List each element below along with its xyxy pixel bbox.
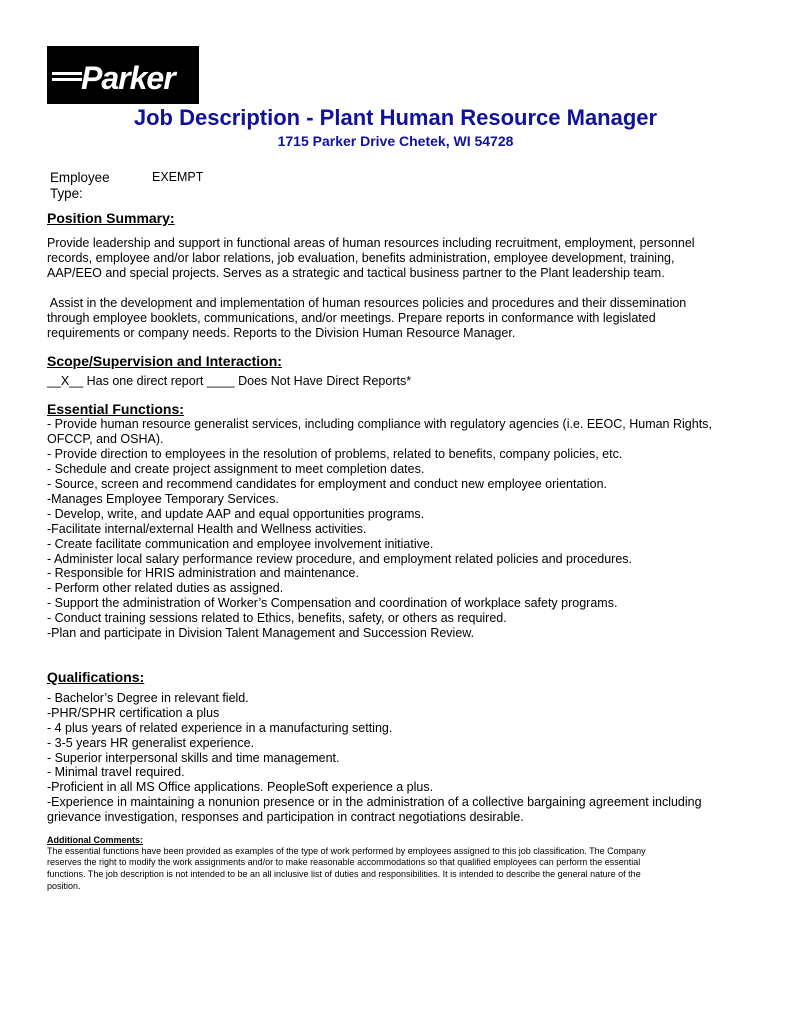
parker-logo [47, 46, 199, 104]
list-item: - Develop, write, and update AAP and equal opportunities programs. [47, 506, 425, 521]
list-item: - Provide human resource generalist services, including compliance with regulatory agencies (i.e. EEOC, Human Rights, [47, 417, 712, 432]
list-item: - Conduct training sessions related to Ethics, benefits, safety, or others as required. [47, 611, 507, 626]
qualifications-list [47, 691, 747, 825]
essential-functions-heading: Essential Functions: [47, 401, 184, 418]
list-item: - Create facilitate communication and employee involvement initiative. [47, 536, 434, 551]
list-item: - 4 plus years of related experience in a manufacturing setting. [47, 720, 393, 735]
list-item: OFCCP, and OSHA). [47, 432, 164, 447]
list-item: - Provide direction to employees in the resolution of problems, related to benefits, company policies, etc. [47, 447, 623, 462]
list-item: - 3-5 years HR generalist experience. [47, 735, 255, 750]
list-item: - Administer local salary performance review procedure, and employment related policies and procedures. [47, 551, 633, 566]
position-summary-paragraph-2: Assist in the development and implementation of human resources policies and procedures and their dissemination through employee booklets, communications, and/or meetings. Prepare reports in conformance with legislated requirements or company needs. Reports to the Division Human Resource Manager. [47, 295, 687, 340]
list-item: -Manages Employee Temporary Services. [47, 491, 279, 506]
list-item: -Experience in maintaining a nonunion presence or in the administration of a collective bargaining agreement including [47, 795, 702, 810]
scope-heading: Scope/Supervision and Interaction: [47, 353, 282, 370]
position-summary-paragraph-1: Provide leadership and support in functional areas of human resources including recruitment, employment, personnel records, employee and/or labor relations, job evaluation, benefits administration, employee development, training, AAP/EEO and special projects. Serves as a strategic and tactical business partner to the Plant leadership team. [47, 236, 695, 280]
list-item: - Support the administration of Worker’s Compensation and coordination of workplace safety programs. [47, 596, 618, 611]
additional-comments-heading: Additional Comments: [47, 835, 143, 846]
scope-text: __X__ Has one direct report ____ Does Not Have Direct Reports* [47, 374, 412, 389]
list-item: - Bachelor’s Degree in relevant field. [47, 690, 249, 705]
list-item: - Superior interpersonal skills and time management. [47, 750, 340, 765]
document-body [47, 210, 747, 893]
list-item: - Minimal travel required. [47, 765, 185, 780]
list-item: - Schedule and create project assignment to meet completion dates. [47, 462, 425, 477]
list-item: - Source, screen and recommend candidates for employment and conduct new employee orientation. [47, 476, 608, 491]
list-item: -Facilitate internal/external Health and Wellness activities. [47, 521, 367, 536]
svg-text:Parker: Parker [81, 60, 175, 96]
employee-type-label: Employee Type: [50, 170, 110, 201]
list-item: - Perform other related duties as assigned. [47, 581, 284, 596]
employee-type-value: EXEMPT [152, 170, 204, 184]
additional-comments-text: The essential functions have been provided as examples of the type of work performed by employees assigned to this job classification. The Company reserves the right to modify the work assignments and/or to make reasonable accommodations so that qualified employees can perform the essential functions. The job description is not intended to be an all inclusive list of duties and responsibilities. It is intended to describe the general nature of the position. [47, 845, 646, 891]
position-summary-heading: Position Summary: [47, 210, 175, 226]
list-item: -PHR/SPHR certification a plus [47, 705, 220, 720]
essential-functions-list [47, 417, 747, 641]
list-item: -Proficient in all MS Office applications. PeopleSoft experience a plus. [47, 780, 434, 795]
qualifications-heading: Qualifications: [47, 668, 145, 685]
page-subtitle-address: 1715 Parker Drive Chetek, WI 54728 [277, 133, 514, 149]
page-title: Job Description - Plant Human Resource Manager [133, 105, 658, 130]
list-item: grievance investigation, responses and participation in contract negotiations desirable. [47, 810, 524, 825]
list-item: -Plan and participate in Division Talent Management and Succession Review. [47, 626, 475, 641]
list-item: - Responsible for HRIS administration and maintenance. [47, 566, 359, 581]
